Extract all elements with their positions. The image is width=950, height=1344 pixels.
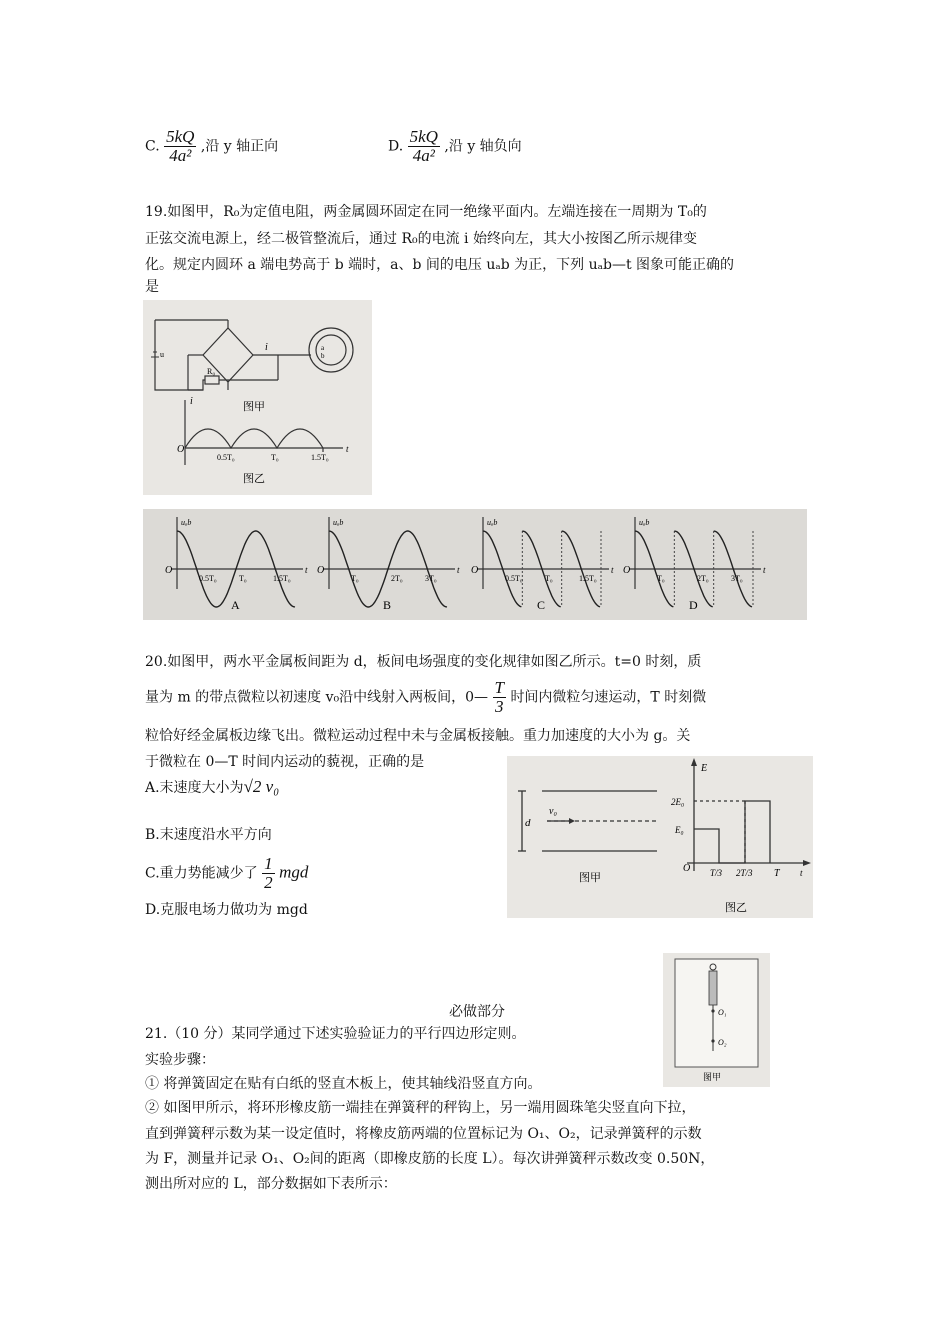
- q19-yi-tick-1: 0.5T₀: [217, 453, 235, 462]
- q21-title: 21.（10 分）某同学通过下述实验验证力的平行四边形定则。: [145, 1026, 526, 1042]
- q21-figure: [663, 953, 770, 1087]
- q20-one-half: $\frac{1}{2}$: [264, 854, 273, 892]
- q20-d-label: d: [525, 817, 531, 829]
- q19-yi-tick-3: 1.5T₀: [311, 453, 329, 462]
- q21-step-1: ① 将弹簧固定在贴有白纸的竖直木板上，使其轴线沿竖直方向。: [145, 1076, 542, 1092]
- option-c-tick-2: T₀: [545, 574, 553, 583]
- option-c-xlabel: t: [611, 565, 614, 575]
- q20-line-1: 20.如图甲，两水平金属板间距为 d，板间电场强度的变化规律如图乙所示。t=0 时刻，质: [145, 654, 702, 670]
- option-a-xlabel: t: [305, 565, 308, 575]
- q18-c-label: C.: [145, 138, 160, 155]
- q20-line-4: 于微粒在 0—T 时间内运动的藐视，正确的是: [145, 754, 425, 770]
- q19-ring-b: b: [321, 352, 325, 360]
- q18-c-text: ,沿 y 轴正向: [200, 138, 279, 155]
- q20-caption-yi: 图乙: [725, 902, 747, 914]
- q20-line-2-a: 量为 m 的带点微粒以初速度 v₀沿中线射入两板间，0—: [145, 689, 489, 706]
- q20-line-2-b: 时间内微粒匀速运动，T 时刻微: [510, 689, 707, 706]
- q19-resistor-label: R₀: [207, 367, 216, 376]
- q20-xlabel: t: [800, 868, 803, 878]
- q19-line-3: 化。规定内圆环 a 端电势高于 b 端时，a、b 间的电压 uₐb 为正，下列 uₐb—t 图象可能正确的: [145, 257, 735, 273]
- option-d-tick-2: 2T₀: [697, 574, 709, 583]
- q19-yi-tick-2: T₀: [271, 453, 279, 462]
- q18-d-text: ,沿 y 轴负向: [444, 138, 522, 155]
- q21-step-2-line-3: 为 F，测量并记录 O₁、O₂间的距离（即橡皮筋的长度 L）。每次讲弹簧秤示数改变 0.50N，: [145, 1151, 715, 1167]
- q19-options-drawing: [143, 509, 807, 620]
- q20-option-b: B.末速度沿水平方向: [145, 827, 272, 843]
- q19-yi-origin: O: [177, 444, 185, 455]
- option-a-tick-2: T₀: [239, 574, 247, 583]
- option-b-tick-2: 2T₀: [391, 574, 403, 583]
- q20-tick-2t3: 2T/3: [736, 868, 753, 878]
- option-c-tick-3: 1.5T₀: [579, 574, 597, 583]
- q20-caption-jia: 图甲: [579, 872, 601, 884]
- option-a-origin: O: [165, 565, 173, 576]
- q21-step-header: 实验步骤：: [145, 1052, 215, 1068]
- q21-figure-drawing: [663, 953, 770, 1087]
- q19-yi-xlabel: t: [346, 444, 349, 454]
- option-c-ylabel: uₐb: [487, 518, 498, 527]
- q20-line-2: [145, 679, 706, 716]
- option-a-letter: A: [231, 598, 240, 612]
- option-d-xlabel: t: [763, 565, 766, 575]
- q20-t-over-3: $\frac{T}{3}$: [494, 678, 504, 716]
- option-b-tick-1: T₀: [351, 574, 359, 583]
- q19-caption-yi: 图乙: [243, 473, 265, 485]
- q21-o2-label: O₂: [718, 1038, 727, 1047]
- section-title: 必做部分: [449, 1004, 505, 1020]
- q21-o1-label: O₁: [718, 1008, 727, 1017]
- option-b-tick-3: 3T₀: [425, 574, 437, 583]
- option-d-letter: D: [689, 598, 698, 612]
- q20-field-plot: [694, 801, 770, 863]
- option-c-origin: O: [471, 565, 479, 576]
- q20-option-c: C.重力势能减少了 $\frac{1}{2}$ mgd: [145, 854, 309, 892]
- q19-caption-jia: 图甲: [243, 401, 265, 413]
- option-b-letter: B: [383, 598, 392, 612]
- q20-line-3: 粒恰好经金属板边缘飞出。微粒运动过程中未与金属板接触。重力加速度的大小为 g。关: [145, 728, 691, 744]
- option-d-ylabel: uₐb: [639, 518, 650, 527]
- q20-v0-label: v₀: [549, 806, 557, 817]
- q21-caption: 图甲: [703, 1072, 722, 1082]
- q19-source-label: u: [160, 350, 164, 359]
- q18-option-d: [388, 128, 522, 165]
- option-a-tick-3: 1.5T₀: [273, 574, 291, 583]
- q19-yi-ylabel: i: [190, 396, 193, 407]
- option-d-origin: O: [623, 565, 631, 576]
- q21-step-2-line-2: 直到弹簧秤示数为某一设定值时，将橡皮筋两端的位置标记为 O₁、O₂，记录弹簧秤的示数: [145, 1126, 702, 1142]
- q18-option-c: [145, 128, 278, 165]
- q20-origin: O: [683, 863, 691, 874]
- q21-step-2-line-4: 测出所对应的 L，部分数据如下表所示：: [145, 1176, 397, 1192]
- option-b-origin: O: [317, 565, 325, 576]
- q20-tick-t: T: [774, 868, 780, 879]
- q19-rectified-curve: [185, 429, 323, 448]
- q20-option-d: D.克服电场力做功为 mgd: [145, 902, 308, 918]
- option-c-tick-1: 0.5T₀: [505, 574, 523, 583]
- q21-step-2-line-1: ② 如图甲所示，将环形橡皮筋一端挂在弹簧秤的秤钩上，另一端用圆珠笔尖竖直向下拉，: [145, 1100, 696, 1116]
- option-d-tick-1: T₀: [657, 574, 665, 583]
- q19-line-4: 是: [145, 279, 159, 295]
- q19-options-panel: [143, 509, 807, 620]
- option-c-letter: C: [537, 598, 546, 612]
- q20-option-a: A.末速度大小为√2 v₀: [145, 777, 280, 796]
- q19-figure-circuit: [143, 300, 372, 495]
- q18-d-label: D.: [388, 138, 404, 155]
- option-a-ylabel: uₐb: [181, 518, 192, 527]
- q20-figure-drawing: [507, 756, 813, 918]
- q20-2e0-label: 2E₀: [671, 797, 685, 807]
- q19-line-1: 19.如图甲，R₀为定值电阻，两金属圆环固定在同一绝缘平面内。左端连接在一周期为 T₀的: [145, 204, 707, 220]
- q20-figure: [507, 756, 813, 918]
- q19-ring-a: a: [321, 344, 325, 352]
- q19-current-label: i: [265, 342, 268, 353]
- q19-line-2: 正弦交流电源上，经二极管整流后，通过 R₀的电流 i 始终向左，其大小按图乙所示规律变: [145, 231, 697, 247]
- option-a-tick-1: 0.5T₀: [199, 574, 217, 583]
- q18-d-fraction: $\frac{5kQ}{\text{4a²}}$: [409, 127, 438, 165]
- q20-option-a-math: √2 v₀: [243, 777, 280, 796]
- q20-e-label: E: [701, 763, 708, 774]
- q20-tick-t3: T/3: [710, 868, 723, 878]
- q18-c-fraction: $\frac{5kQ}{\text{4a²}}$: [166, 127, 195, 165]
- option-b-xlabel: t: [457, 565, 460, 575]
- q19-circuit-drawing: [143, 300, 372, 495]
- q20-e0-label: E₀: [675, 825, 684, 835]
- option-b-ylabel: uₐb: [333, 518, 344, 527]
- option-d-tick-3: 3T₀: [731, 574, 743, 583]
